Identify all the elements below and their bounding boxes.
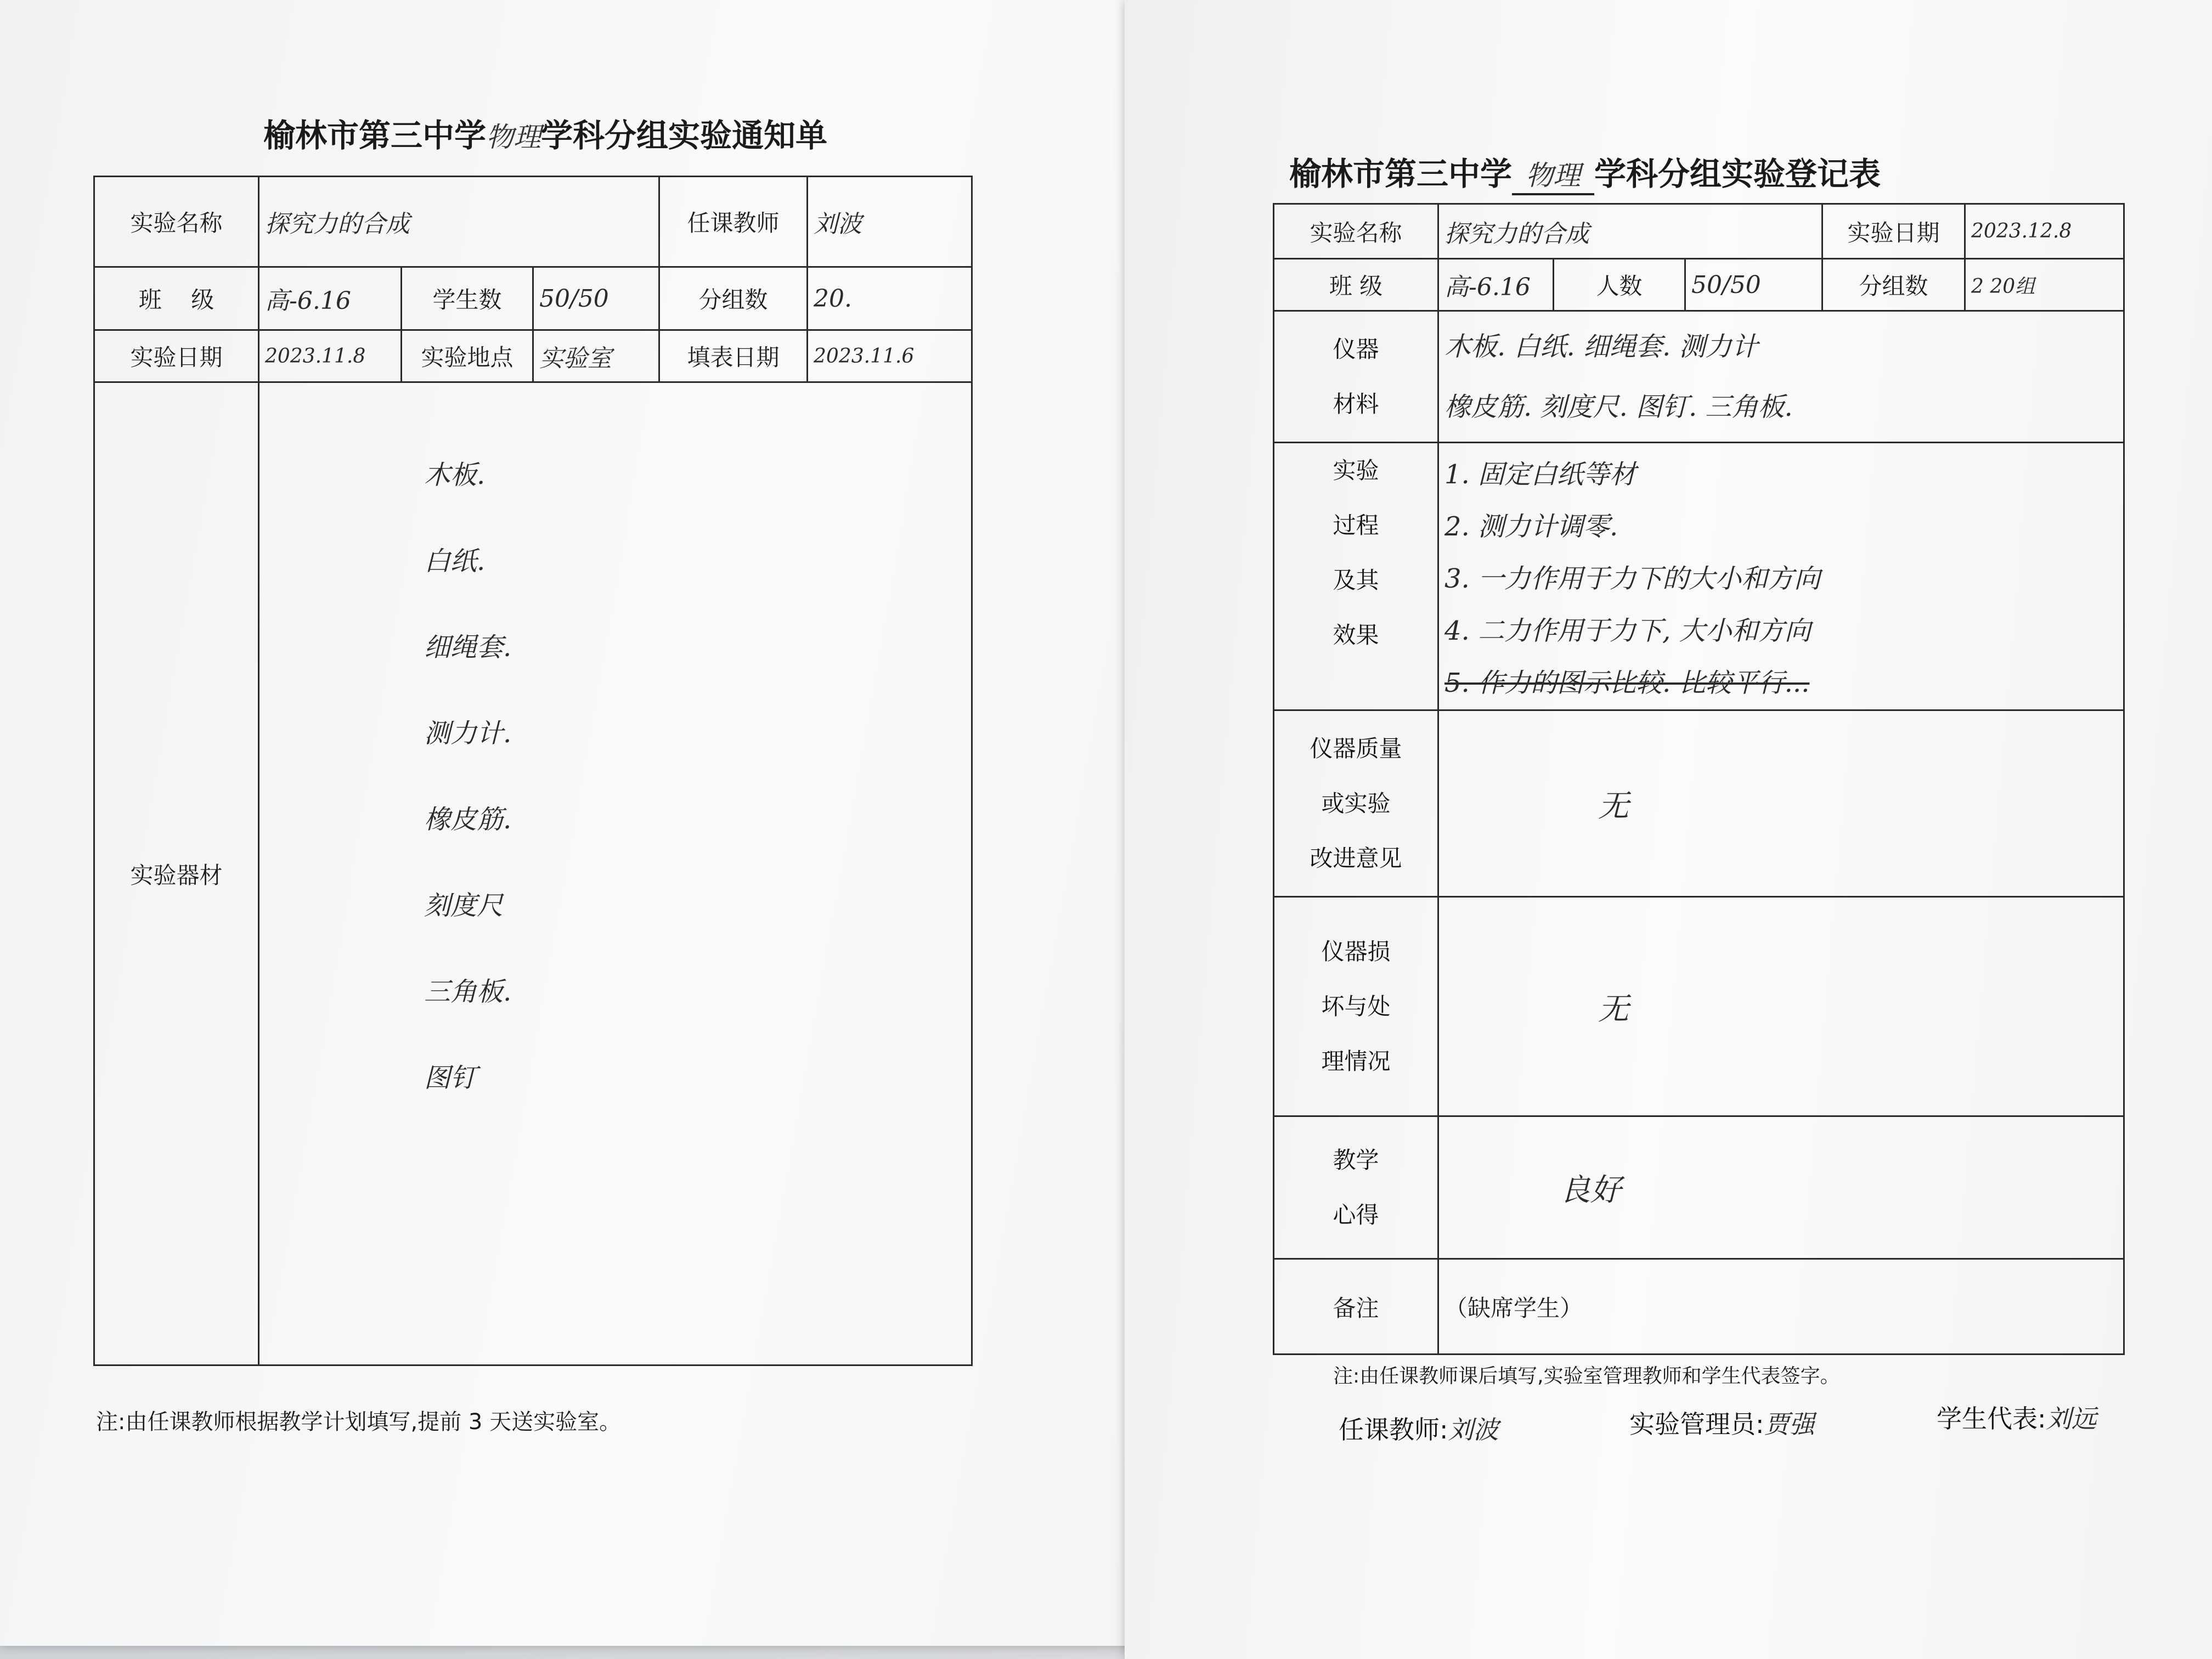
signature-value: 刘远 (2046, 1404, 2097, 1434)
signature-admin (1629, 1404, 1815, 1441)
notice-footnote: 注:由任课教师根据教学计划填写,提前 3 天送实验室。 (96, 1409, 622, 1435)
label-experiment-name: 实验名称 (94, 177, 259, 267)
value-groups: 20. (808, 267, 972, 330)
title-prefix: 榆林市第三中学 (1289, 155, 1513, 193)
value-fill-date: 2023.11.6 (808, 330, 972, 382)
register-sheet (1125, 0, 2212, 1659)
value-class: 高-6.16 (1438, 259, 1554, 311)
value-experiment-name: 探究力的合成 (1438, 204, 1822, 259)
equipment-item: 橡皮筋. (424, 804, 512, 835)
label-line: 过程 (1333, 512, 1379, 539)
equipment-item: 木板. (424, 460, 486, 490)
notice-table (93, 176, 973, 1366)
equipment-item: 三角板. (424, 977, 512, 1007)
notice-title (263, 110, 827, 156)
process-cell (1438, 443, 2124, 710)
signature-label: 实验管理员: (1629, 1409, 1764, 1439)
label-line: 仪器损 (1321, 938, 1391, 965)
label-groups: 分组数 (659, 267, 808, 330)
value-place: 实验室 (533, 330, 659, 382)
register-table (1273, 203, 2125, 1355)
label-quality (1274, 710, 1438, 897)
value-groups: 2 20组 (1965, 259, 2124, 311)
materials-line: 橡皮筋. 刻度尺. 图钉. 三角板. (1444, 391, 1793, 422)
process-step: 2. 测力计调零. (1444, 511, 1618, 542)
label-line: 理情况 (1321, 1047, 1391, 1075)
label-line: 教学 (1333, 1146, 1379, 1173)
label-line: 材料 (1333, 390, 1379, 417)
label-line: 改进意见 (1310, 844, 1402, 872)
equipment-item: 细绳套. (424, 632, 512, 663)
title-suffix: 学科分组实验通知单 (541, 117, 828, 154)
value-class: 高-6.16 (259, 267, 402, 330)
label-line: 仪器 (1333, 335, 1379, 363)
title-prefix: 榆林市第三中学 (263, 117, 487, 154)
label-line: 及其 (1333, 567, 1379, 594)
value-date: 2023.12.8 (1965, 204, 2124, 259)
label-teacher: 任课教师 (659, 177, 808, 267)
title-subject: 物理 (1526, 160, 1581, 191)
label-fill-date: 填表日期 (659, 330, 808, 382)
label-damage (1274, 897, 1438, 1116)
label-class: 班 级 (1274, 259, 1438, 311)
title-subject: 物理 (486, 121, 541, 153)
materials-cell (1438, 311, 2124, 443)
value-date: 2023.11.8 (259, 330, 402, 382)
title-suffix: 学科分组实验登记表 (1594, 155, 1881, 193)
register-footnote: 注:由任课教师课后填写,实验室管理教师和学生代表签字。 (1333, 1365, 1840, 1387)
label-remark: 备注 (1274, 1259, 1438, 1355)
label-line: 实验 (1333, 457, 1379, 484)
equipment-item: 刻度尺 (424, 890, 504, 921)
label-line: 心得 (1333, 1201, 1379, 1228)
label-line: 仪器质量 (1310, 735, 1402, 762)
label-process (1274, 443, 1438, 710)
value-teacher: 刘波 (808, 177, 972, 267)
label-date: 实验日期 (94, 330, 259, 382)
value-count: 50/50 (1685, 259, 1822, 311)
process-step: 4. 二力作用于力下, 大小和方向 (1444, 616, 1811, 646)
equipment-item: 白纸. (424, 546, 486, 577)
register-title (1289, 148, 1881, 195)
signature-label: 任课教师: (1339, 1415, 1448, 1444)
label-date: 实验日期 (1822, 204, 1965, 259)
signature-value: 贾强 (1764, 1409, 1815, 1439)
label-equipment: 实验器材 (94, 382, 259, 1365)
process-step-struck: 5. 作力的图示比较. 比较平行... (1444, 668, 1810, 698)
value-experiment-name: 探究力的合成 (259, 177, 659, 267)
value-quality: 无 (1438, 710, 2124, 897)
label-place: 实验地点 (402, 330, 533, 382)
materials-line: 木板. 白纸. 细绳套. 测力计 (1444, 331, 1758, 362)
equipment-cell (259, 382, 972, 1365)
label-line: 或实验 (1321, 789, 1391, 817)
equipment-item: 图钉 (424, 1063, 477, 1093)
equipment-item: 测力计. (424, 718, 512, 749)
label-count: 人数 (1554, 259, 1685, 311)
label-experiment-name: 实验名称 (1274, 204, 1438, 259)
value-insight: 良好 (1438, 1116, 2124, 1259)
signature-value: 刘波 (1448, 1415, 1499, 1444)
signature-student (1937, 1399, 2097, 1435)
process-step: 3. 一力作用于力下的大小和方向 (1444, 563, 1821, 594)
label-line: 效果 (1333, 622, 1379, 648)
signature-teacher (1339, 1410, 1499, 1446)
value-students: 50/50 (533, 267, 659, 330)
label-materials (1274, 311, 1438, 443)
value-damage: 无 (1438, 897, 2124, 1116)
signature-label: 学生代表: (1937, 1404, 2046, 1434)
label-groups: 分组数 (1822, 259, 1965, 311)
value-remark: （缺席学生） (1438, 1259, 2124, 1355)
process-step: 1. 固定白纸等材 (1444, 459, 1637, 490)
label-line: 坏与处 (1321, 992, 1391, 1020)
label-students: 学生数 (402, 267, 533, 330)
equipment-list (424, 432, 966, 1121)
label-class: 班 级 (94, 267, 259, 330)
label-insight (1274, 1116, 1438, 1259)
